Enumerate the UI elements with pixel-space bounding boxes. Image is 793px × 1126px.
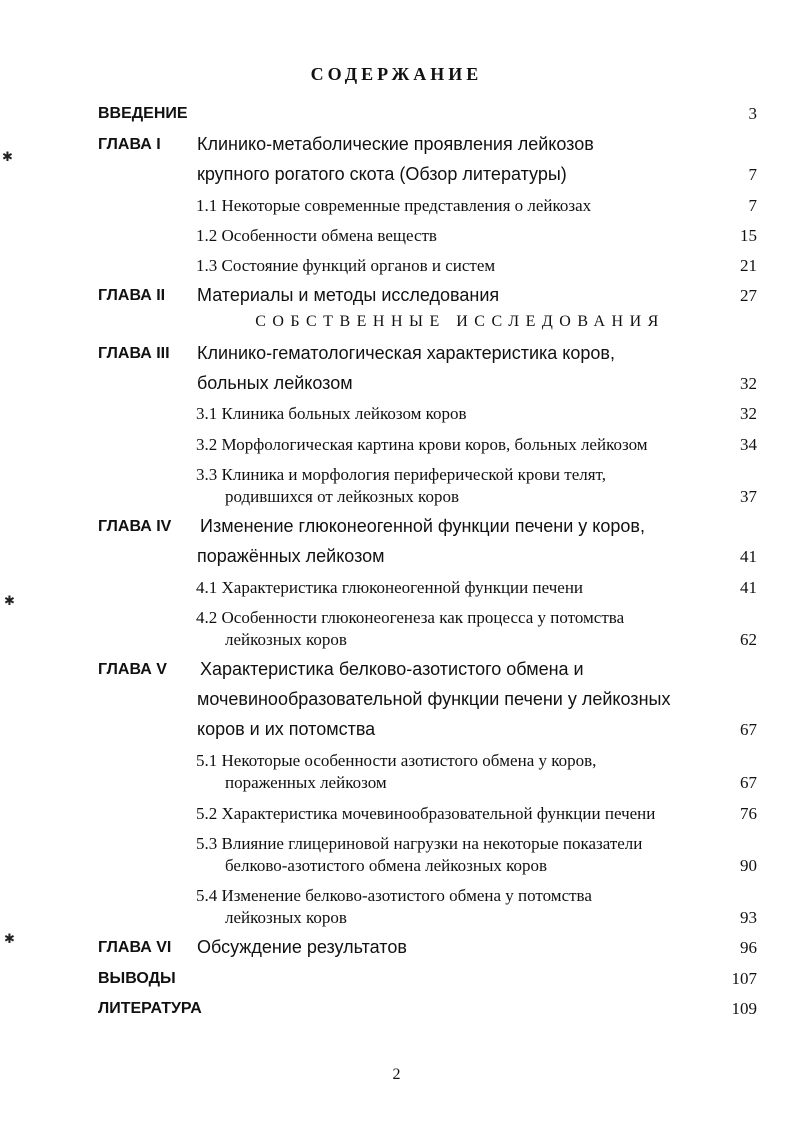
- toc-section-3-2: 3.2 Морфологическая картина крови коров, больных лейкозом: [196, 435, 648, 454]
- toc-section-4-2: 4.2 Особенности глюконеогенеза как процесса у потомства: [196, 608, 625, 627]
- toc-section-5-2-page: 76: [740, 804, 757, 823]
- toc-section-5-4-page: 93: [740, 908, 757, 927]
- toc-chapter-4-page: 41: [740, 547, 757, 566]
- toc-section-5-3-cont: белково-азотистого обмена лейкозных коров: [225, 856, 548, 875]
- toc-section-5-4: 5.4 Изменение белково-азотистого обмена у потомства: [196, 886, 592, 905]
- toc-section-1-2: 1.2 Особенности обмена веществ: [196, 226, 437, 245]
- own-research-heading: СОБСТВЕННЫЕ ИССЛЕДОВАНИЯ: [255, 313, 665, 330]
- toc-section-4-1: 4.1 Характеристика глюконеогенной функции печени: [196, 578, 584, 597]
- toc-chapter-4-title-cont: поражённых лейкозом: [197, 546, 385, 566]
- toc-chapter-3-label: ГЛАВА III: [98, 345, 170, 362]
- toc-chapter-2-label: ГЛАВА II: [98, 287, 166, 304]
- toc-chapter-3-title: Клинико-гематологическая характеристика коров,: [197, 343, 615, 363]
- toc-section-5-1: 5.1 Некоторые особенности азотистого обмена у коров,: [196, 751, 597, 770]
- toc-section-1-1: 1.1 Некоторые современные представления о лейкозах: [196, 196, 592, 215]
- toc-section-1-3-page: 21: [740, 256, 757, 275]
- toc-section-5-1-page: 67: [740, 773, 757, 792]
- toc-section-3-3-page: 37: [740, 487, 757, 506]
- toc-section-4-2-cont: лейкозных коров: [225, 630, 347, 649]
- toc-section-5-2: 5.2 Характеристика мочевинообразовательной функции печени: [196, 804, 656, 823]
- toc-section-3-3: 3.3 Клиника и морфология периферической крови телят,: [196, 465, 606, 484]
- toc-chapter-5-label: ГЛАВА V: [98, 661, 167, 678]
- toc-literature-label: ЛИТЕРАТУРА: [98, 1000, 202, 1017]
- toc-chapter-1-title: Клинико-метаболические проявления лейкозов: [197, 134, 594, 154]
- toc-chapter-5-page: 67: [740, 720, 757, 739]
- toc-section-3-3-cont: родившихся от лейкозных коров: [225, 487, 459, 506]
- toc-literature-page: 109: [731, 999, 757, 1018]
- toc-section-1-1-page: 7: [748, 196, 757, 215]
- toc-chapter-5-title: Характеристика белково-азотистого обмена и: [200, 659, 584, 679]
- margin-mark-icon: ✱: [2, 150, 13, 165]
- toc-chapter-1-title-cont: крупного рогатого скота (Обзор литературы): [197, 164, 567, 184]
- toc-intro-label: ВВЕДЕНИЕ: [98, 105, 188, 122]
- toc-conclusions-label: ВЫВОДЫ: [98, 970, 176, 987]
- toc-chapter-1-label: ГЛАВА I: [98, 136, 161, 153]
- toc-section-3-1-page: 32: [740, 404, 757, 423]
- toc-chapter-4-label: ГЛАВА IV: [98, 518, 172, 535]
- toc-section-3-1: 3.1 Клиника больных лейкозом коров: [196, 404, 467, 423]
- margin-mark-icon: ✱: [4, 932, 15, 947]
- toc-chapter-4-title: Изменение глюконеогенной функции печени у коров,: [200, 516, 645, 536]
- toc-chapter-3-page: 32: [740, 374, 757, 393]
- toc-chapter-6-title: Обсуждение результатов: [197, 937, 407, 957]
- toc-intro-page: 3: [748, 104, 757, 123]
- toc-chapter-6-page: 96: [740, 938, 757, 957]
- toc-section-4-2-page: 62: [740, 630, 757, 649]
- toc-section-3-2-page: 34: [740, 435, 757, 454]
- toc-chapter-2-page: 27: [740, 286, 757, 305]
- toc-section-4-1-page: 41: [740, 578, 757, 597]
- margin-mark-icon: ✱: [4, 594, 15, 609]
- toc-chapter-1-page: 7: [748, 165, 757, 184]
- toc-chapter-5-title-cont: мочевинообразовательной функции печени у лейкозных: [197, 689, 671, 709]
- toc-section-5-3-page: 90: [740, 856, 757, 875]
- toc-chapter-6-label: ГЛАВА VI: [98, 939, 172, 956]
- page-title: СОДЕРЖАНИЕ: [310, 64, 483, 84]
- toc-section-1-3: 1.3 Состояние функций органов и систем: [196, 256, 496, 275]
- toc-section-5-4-cont: лейкозных коров: [225, 908, 347, 927]
- toc-section-5-3: 5.3 Влияние глицериновой нагрузки на некоторые показатели: [196, 834, 643, 853]
- toc-chapter-2-title: Материалы и методы исследования: [197, 285, 500, 305]
- toc-conclusions-page: 107: [731, 969, 757, 988]
- toc-section-5-1-cont: пораженных лейкозом: [225, 773, 387, 792]
- toc-chapter-5-title-cont-2: коров и их потомства: [197, 719, 376, 739]
- toc-section-1-2-page: 15: [740, 226, 757, 245]
- page-number: 2: [392, 1066, 401, 1083]
- toc-chapter-3-title-cont: больных лейкозом: [197, 373, 353, 393]
